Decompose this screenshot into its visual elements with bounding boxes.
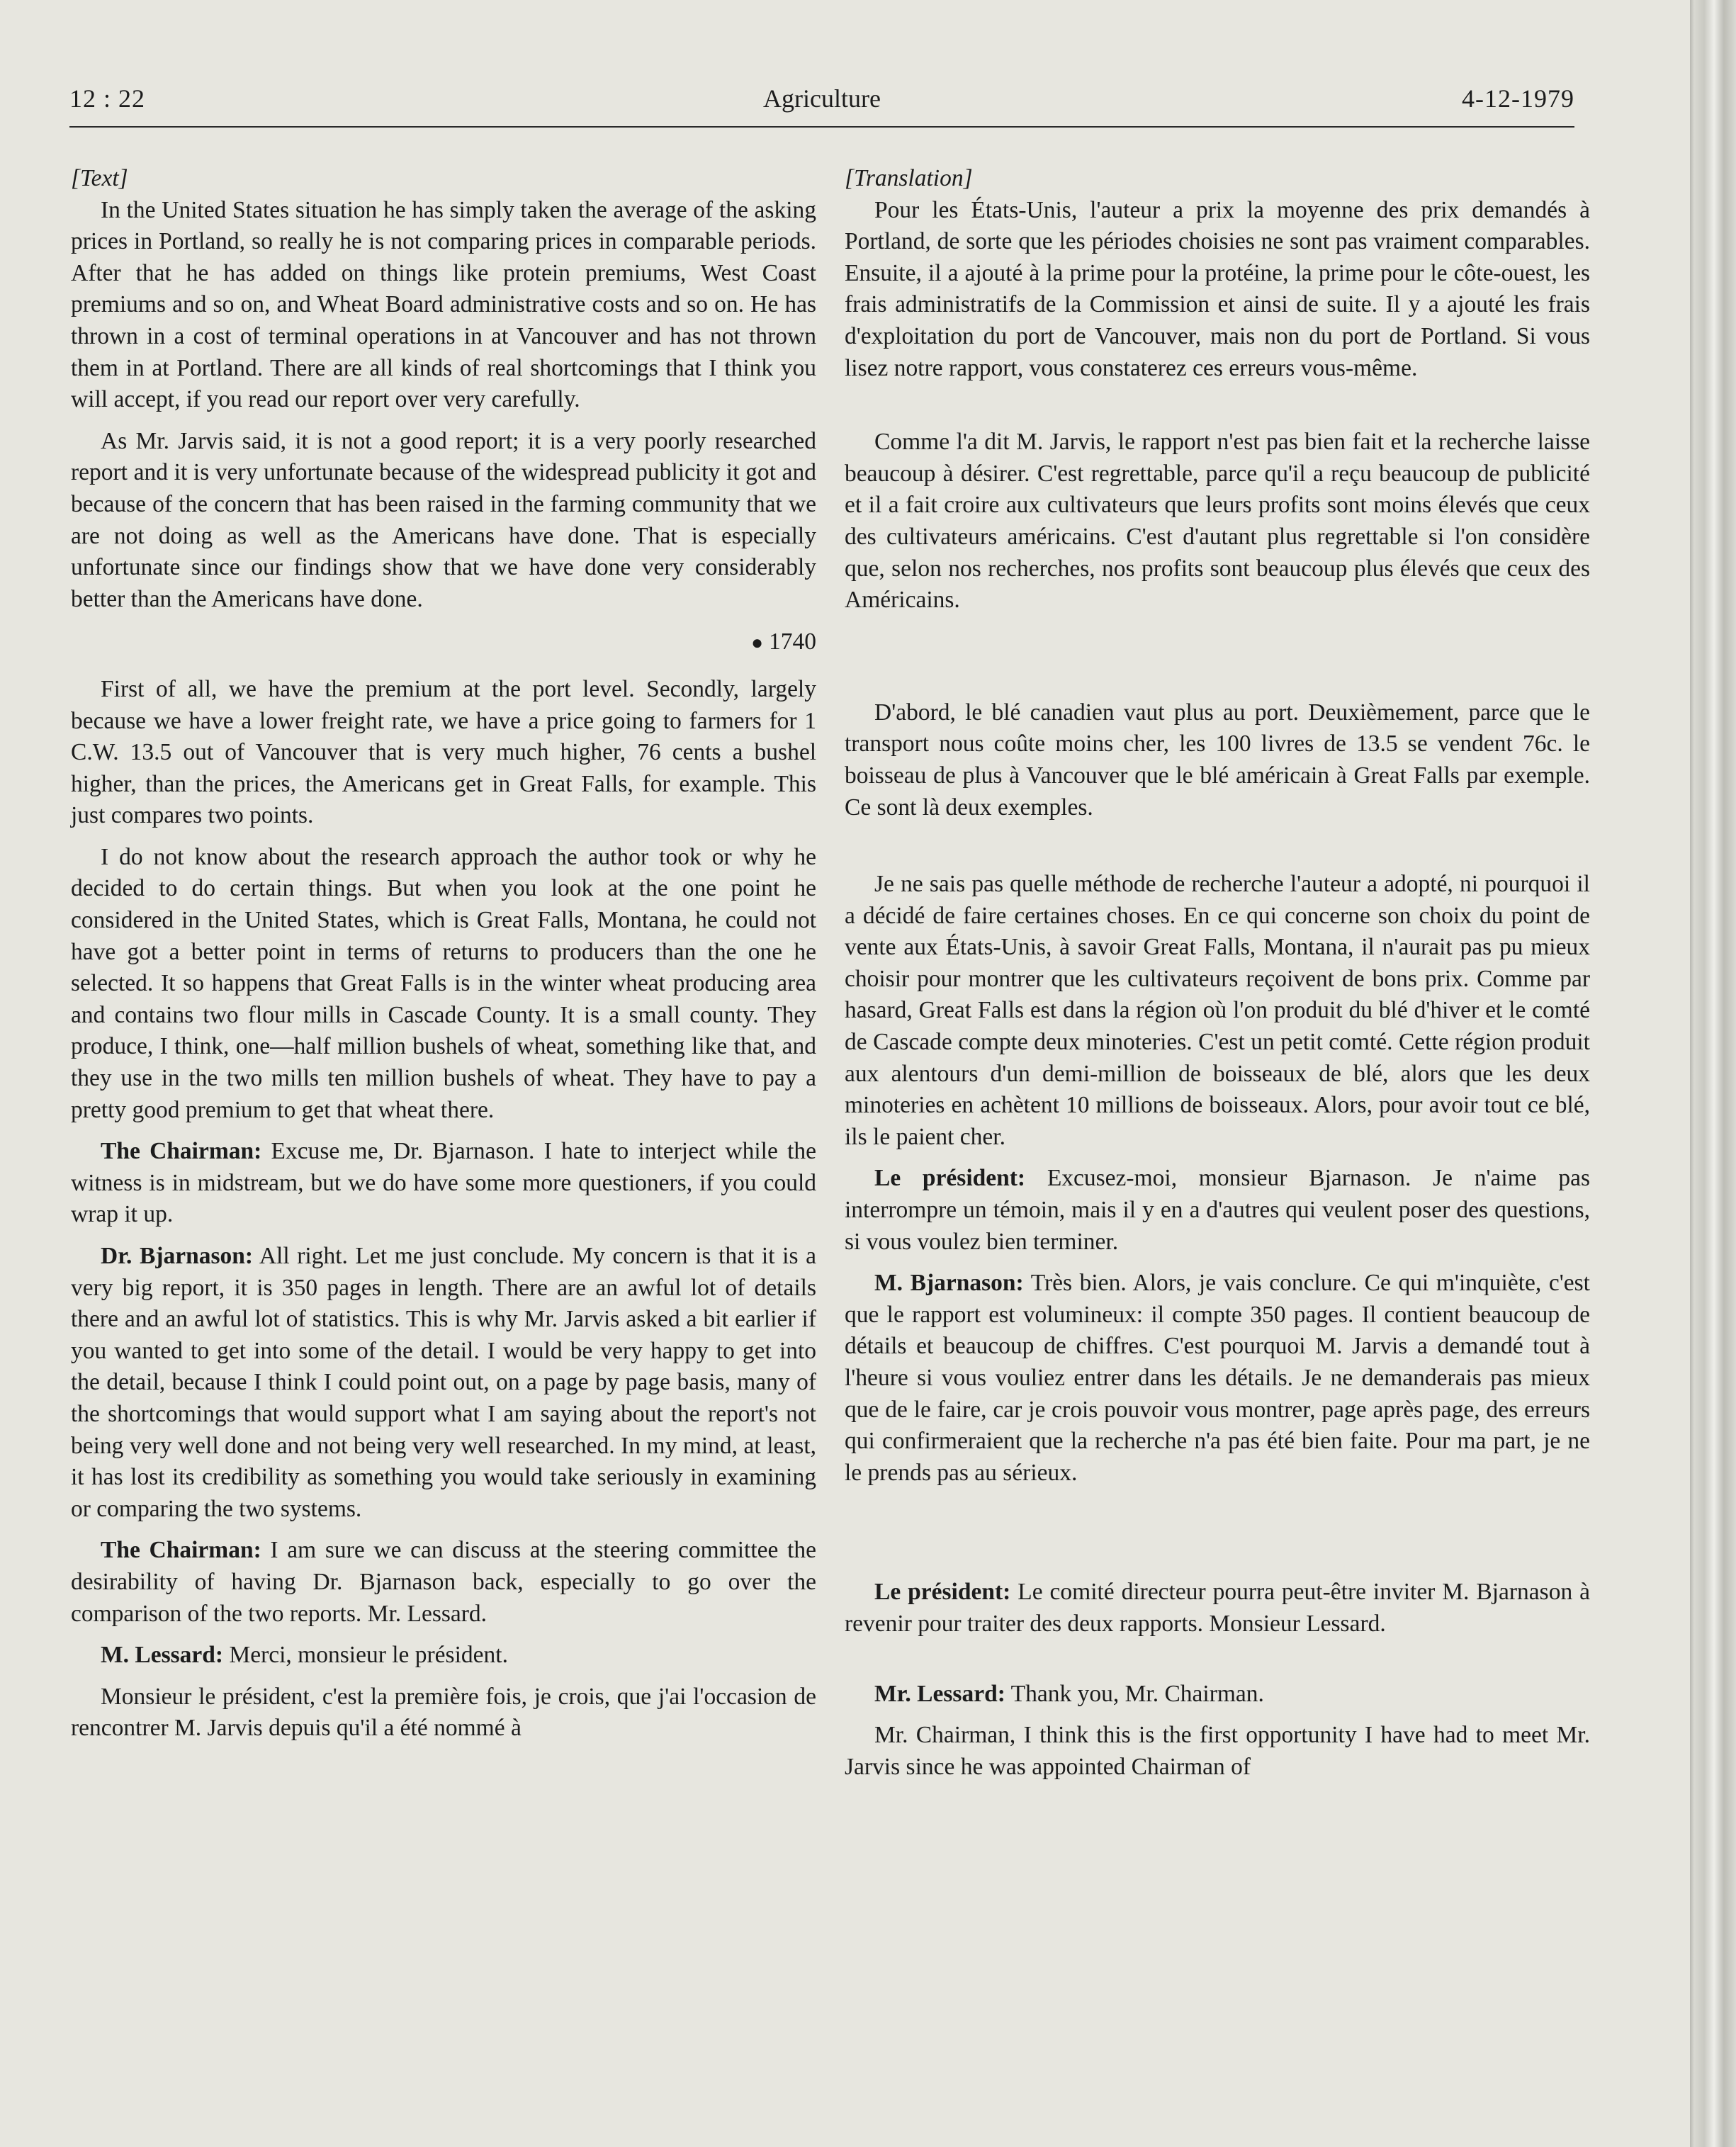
right-column xyxy=(845,163,1590,1793)
right-paragraph-3: D'abord, le blé canadien vaut plus au port. Deuxièmement, parce que le transport nous coûte moins cher, les 100 livres de 13.5 se vendent 76c. le boisseau de plus à Vancouver que le blé américain à Great Falls par exemple. Ce sont là deux exemples. xyxy=(845,699,1590,821)
speech-text: Thank you, Mr. Chairman. xyxy=(1010,1680,1264,1707)
speech-text: Très bien. Alors, je vais conclure. Ce qui m'inquiète, c'est que le rapport est volumineux: il compte 350 pages. Il contient beaucoup de détails et beaucoup de chiffres. C'est pourquoi M. Jarvis a demandé tout à l'heure si vous vouliez entrer dans les détails. Je ne demanderais pas mieux que de le faire, car je crois pouvoir vous montrer, page après page, des erreurs qui confirmeraient que la recherche n'a pas été bien faite. Pour ma part, je ne le prends pas au sérieux. xyxy=(845,1270,1590,1486)
left-paragraph-4: I do not know about the research approach the author took or why he decided to do certain things. But when you look at the one point he considered in the United States, which is Great Falls, Montana, he could not have got a better point in terms of returns to producers than the one he selected. It so happens that Great Falls is in the winter wheat producing area and contains two flour mills in Cascade County. It is a small county. They produce, I think, one—half million bushels of wheat, something like that, and they use in the two mills ten million bushels of wheat. They have to pay a pretty good premium to get that wheat there. xyxy=(71,843,816,1123)
speaker-name: Le président: xyxy=(874,1165,1026,1192)
speaker-name: M. Lessard: xyxy=(101,1642,224,1669)
speaker-name: Dr. Bjarnason: xyxy=(101,1243,254,1269)
page-date: 4-12-1979 xyxy=(1462,84,1574,113)
speech-text: All right. Let me just conclude. My concern is that it is a very big report, it is 350 pages in length. There are an awful lot of details there and an awful lot of statistics. This is why Mr. Jarvis asked a bit earlier if you wanted to get into some of the detail. I would be very happy to get into the detail, because I think I could point out, on a page by page basis, many of the shortcomings that would support what I am saying about the report's not being very well done and not being very well researched. In my mind, at least, it has lost its credibility as something you would take seriously in examining or comparing the two systems. xyxy=(71,1243,816,1522)
right-paragraph-1: Pour les États-Unis, l'auteur a prix la moyenne des prix demandés à Portland, de sorte que les périodes choisies ne sont pas vraiment comparables. Ensuite, il a ajouté à la prime pour la protéine, la prime pour le côte-ouest, les frais administratifs de la Commission et ainsi de suite. Il y a ajouté les frais d'exploitation du port de Vancouver, mais non du port de Portland. Si vous lisez notre rapport, vous constaterez ces erreurs vous-même. xyxy=(845,196,1590,381)
spacer xyxy=(845,833,1590,869)
left-paragraph-1: In the United States situation he has simply taken the average of the asking prices in Portland, so really he is not comparing prices in comparable periods. After that he has added on things like protein premiums, West Coast premiums and so on, and Wheat Board administrative costs and so on. He has thrown in a cost of terminal operations in at Vancouver and has not thrown them in at Portland. There are all kinds of real shortcomings that I think you will accept, if you read our report over very carefully. xyxy=(71,196,816,413)
right-paragraph-8 xyxy=(845,1679,1590,1711)
left-paragraph-5 xyxy=(71,1136,816,1231)
speaker-name: Le président: xyxy=(874,1579,1011,1606)
speaker-name: The Chairman: xyxy=(101,1138,262,1165)
speech-text: I am sure we can discuss at the steering committee the desirability of having Dr. Bjarnason back, especially to go over the comparison of the two reports. Mr. Lessard. xyxy=(71,1537,816,1627)
spacer xyxy=(845,1650,1590,1679)
text-label: [Text] xyxy=(71,165,128,191)
speaker-name: Mr. Lessard: xyxy=(874,1680,1005,1707)
page-edge xyxy=(1690,0,1736,2147)
speaker-name: M. Bjarnason: xyxy=(874,1270,1024,1297)
spacer xyxy=(845,626,1590,697)
page-number: 12 : 22 xyxy=(69,84,146,113)
left-paragraph-7 xyxy=(71,1535,816,1630)
right-paragraph-9: Mr. Chairman, I think this is the first opportunity I have had to meet Mr. Jarvis since he was appointed Chairman of xyxy=(845,1722,1590,1780)
time-marker xyxy=(71,626,816,660)
left-paragraph-2: As Mr. Jarvis said, it is not a good report; it is a very poorly researched report and it is very unfortunate because of the widespread publicity it got and because of the concern that has been raised in the farming community that we are not doing as well as the Americans have done. That is especially unfortunate since our findings show that we have done very considerably better than the Americans have done. xyxy=(71,427,816,612)
translation-label: [Translation] xyxy=(845,165,973,191)
speech-text: Excuse me, Dr. Bjarnason. I hate to interject while the witness is in midstream, but we do have some more questioners, if you could wrap it up. xyxy=(71,1138,816,1228)
page-header xyxy=(69,84,1574,129)
left-paragraph-8 xyxy=(71,1640,816,1672)
left-paragraph-6 xyxy=(71,1241,816,1525)
right-paragraph-2: Comme l'a dit M. Jarvis, le rapport n'est pas bien fait et la recherche laisse beaucoup à désirer. C'est regrettable, parce qu'il a reçu beaucoup de publicité et il a fait croire aux cultivateurs que leurs profits sont moins élevés que ceux des cultivateurs américains. C'est d'autant plus regrettable si l'on considère que, selon nos recherches, nos profits sont beaucoup plus élevés que ceux des Américains. xyxy=(845,429,1590,614)
speech-text: Merci, monsieur le président. xyxy=(229,1642,508,1669)
bullet-icon: ● xyxy=(751,632,763,655)
header-rule xyxy=(69,126,1574,128)
left-column xyxy=(71,163,816,1754)
spacer xyxy=(845,1499,1590,1577)
right-paragraph-4: Je ne sais pas quelle méthode de recherche l'auteur a adopté, ni pourquoi il a décidé de faire certaines choses. En ce qui concerne son choix du point de vente aux États-Unis, à savoir Great Falls, Montana, il n'aurait pas pu mieux choisir pour montrer que les cultivateurs reçoivent de bons prix. Comme par hasard, Great Falls est dans la région où l'on produit du blé d'hiver et le comté de Cascade compte deux minoteries. C'est un petit comté. Cette région produit aux alentours d'un demi-million de boisseaux de blé, alors que les deux minoteries en achètent 10 millions de boisseaux. Alors, pour avoir tout ce blé, ils le paient cher. xyxy=(845,871,1590,1150)
right-paragraph-5 xyxy=(845,1163,1590,1258)
time-marker-value: 1740 xyxy=(769,629,816,655)
spacer xyxy=(845,394,1590,427)
speech-text: Excusez-moi, monsieur Bjarnason. Je n'aime pas interrompre un témoin, mais il y en a d'autres qui veulent poser des questions, si vous voulez bien terminer. xyxy=(845,1165,1590,1255)
speech-text: Le comité directeur pourra peut-être inviter M. Bjarnason à revenir pour traiter des deux rapports. Monsieur Lessard. xyxy=(845,1579,1590,1637)
right-paragraph-6 xyxy=(845,1268,1590,1489)
running-title: Agriculture xyxy=(763,84,881,113)
speaker-name: The Chairman: xyxy=(101,1537,261,1564)
left-paragraph-9: Monsieur le président, c'est la première fois, je crois, que j'ai l'occasion de rencontrer M. Jarvis depuis qu'il a été nommé à xyxy=(71,1683,816,1742)
right-paragraph-7 xyxy=(845,1577,1590,1640)
left-paragraph-3: First of all, we have the premium at the port level. Secondly, largely because we have a lower freight rate, we have a price going to farmers for 1 C.W. 13.5 out of Vancouver that is very much higher, 76 cents a bushel higher, than the prices, the Americans get in Great Falls, for example. This just compares two points. xyxy=(71,675,816,829)
